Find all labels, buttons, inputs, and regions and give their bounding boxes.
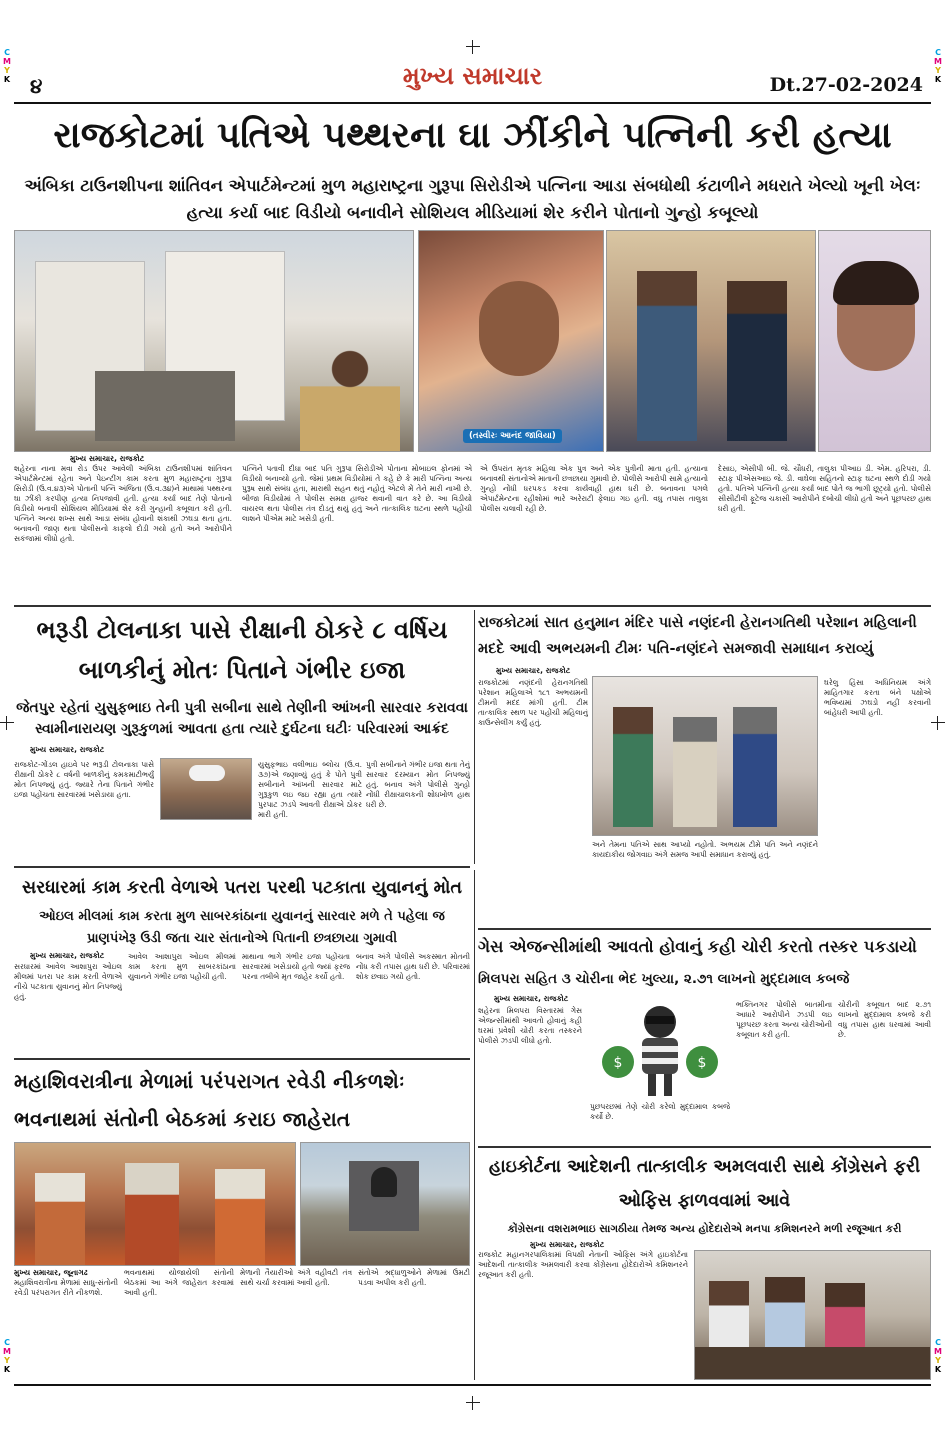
story2-injured-photo: [160, 758, 252, 820]
wife-portrait-hair: [833, 261, 919, 305]
story1-col1: શહેરના નાના મવા રોડ ઉપર આવેલી અંબિકા ટાઉનશીપમાં શાંતિવન એપાર્ટમેન્ટમાં રહેતા અને પેઇન્ટીંગ કામ કરતા મુળ મહારાષ્ટ્રના ગુરૂપા સિરોડી (ઉ.વ.૪૩)એ પોતાની પત્નિ અંજિતા (ઉ.વ.૩૪)ને માથામાં પથ્થરના ઘા ઝીંકી કરપીણ હત્યા નિપજાવી હતી. હત્યા કર્યા બાદ તેણે પોતાનો વિડીયો બનાવી સોશિયલ મીડિયામાં શેર કરી ગુન્હાની કબૂલાત કરી હતી. પત્નિને અન્ય શખ્સ સાથે આડા સંબંધ હોવાની શંકાથી ઝઘડા થતા હતા. બનાવની જાણ થતા પોલીસનો કાફલો દોડી ગયો હતો અને આરોપીને સકંજામાં લીધો હતો.: [14, 464, 232, 543]
registration-mark-right: [931, 716, 945, 730]
story4-byline: મુખ્ય સમાચાર, રાજકોટ: [30, 951, 105, 960]
story7-headline: હાઇકોર્ટના આદેશની તાત્કાલીક અમલવારી સાથે કોંગ્રેસને ફરી ઓફિસ ફાળવવામાં આવે: [488, 1157, 921, 1211]
story7-meeting-photo: [694, 1250, 931, 1380]
victim-face: [479, 281, 559, 376]
story1-wife-photo: [818, 230, 931, 452]
story6-headline: મહાશિવરાત્રીના મેળામાં પરંપરાગત રવેડી નીકળશેઃ ભવનાથમાં સંતોની બેઠકમાં કરાઇ જાહેરાત: [14, 1069, 405, 1131]
team-member-3: [733, 707, 777, 827]
story7-body: રાજકોટ મહાનગરપાલિકામાં વિપક્ષી નેતાની ઓફિસ અંગે હાઇકોર્ટના આદેશની તાત્કાલીક અમલવારી કરવા કોંગ્રેસના હોદેદારોએ કમિશનરને રજૂઆત કરી હતી.: [478, 1250, 688, 1279]
svg-text:$: $: [697, 1055, 707, 1071]
story6-col1: મહાશિવરાત્રીના મેળામાં સાધુ-સંતોની રવેડી પરંપરાગત રીતે નીકળશે.: [14, 1278, 118, 1297]
registration-mark-left: [0, 716, 14, 730]
sadhu-figure-3: [215, 1169, 265, 1266]
story3-abhayam-photo: [592, 676, 818, 836]
story1-arrest-photo: [606, 230, 816, 452]
story7-subhead: કોંગ્રેસના વશરામભાઇ સાગઠીયા તેમજ અન્ય હોદેદારોએ મનપા કમિશનરને મળી રજૂઆત કરી: [507, 1223, 902, 1235]
story1-col2: પત્નિને પતાવી દીધા બાદ પતિ ગુરૂપા સિરોડીએ પોતાના મોબાઇલ ફોનમાં એ વિડીયો બનાવ્યો હતો. જેમાં પ્રથમ વિડીયોમાં તે કહે છે કે મારી પત્નિના અન્ય પુરૂષ સાથે સંબંધ હતા, મારાથી સહન થતું નહોતું એટલે મેં તેને મારી નાખી છે. બીજા વિડીયોમાં તે પોલીસ સમક્ષ હાજર થવાની વાત કરે છે. આ વિડીયો વાયરલ થતા પોલીસ તંત્ર દોડતું થયું હતું અને તાત્કાલિક ઘટના સ્થળે પહોંચી લાશને પીએમ માટે ખસેડી હતી.: [242, 464, 472, 523]
team-member-1: [613, 707, 653, 827]
meeting-desk: [695, 1347, 931, 1380]
story1-col3: એ ઉપરાંત મૃતક મહિલા એક પુત્ર અને એક પુત્રીની માતા હતી. હત્યાના બનાવથી સંતાનોએ માતાની છત્રછાયા ગુમાવી છે. પોલીસે આરોપી સામે હત્યાનો ગુન્હો નોંધી ધરપકડ કરવા કાર્યવાહી હાથ ધરી છે. બનાવના પગલે એપાર્ટમેન્ટના રહીશોમાં ભારે અરેરાટી ફેલાઇ ગઇ હતી. વધુ તપાસ તાલુકા પોલીસ ચલાવી રહી છે.: [480, 464, 708, 513]
story4-subhead: ઓઇલ મીલમાં કામ કરતા મુળ સાબરકાંઠાના યુવાનનું સારવાર મળે તે પહેલા જ પ્રાણપંખેરૂ ઉડી જતા ચાર સંતાનોએ પિતાની છત્રછાયા ગુમાવી: [39, 909, 445, 946]
cmyk-marks-bottom-left: C M Y K: [3, 1338, 11, 1374]
story5-col1: શહેરના મિલપરા વિસ્તારમાં ગેસ એજન્સીમાંથી આવતો હોવાનું કહી ઘરમાં પ્રવેશી ચોરી કરતા તસ્કરને પોલીસે ઝડપી લીધો હતો.: [478, 1006, 582, 1045]
story3-headline: રાજકોટમાં સાત હનુમાન મંદિર પાસે નણંદની હેરાનગતિથી પરેશાન મહિલાની મદદે આવી અભયમની ટીમઃ પતિ-નણંદને સમજાવી સમાધાન કરાવ્યું: [478, 615, 917, 657]
column-divider-middle: [474, 610, 475, 864]
photo-credit-tag: (તસ્વીરઃ આનંદ જાવિયા): [463, 429, 562, 443]
story5-byline: મુખ્ય સમાચાર, રાજકોટ: [494, 994, 569, 1003]
story4-headline: સરધારમાં કામ કરતી વેળાએ પતરા પરથી પટકાતા યુવાનનું મોત: [22, 878, 462, 898]
story6-bhavnath-photo: [300, 1142, 470, 1266]
story1-subhead: અંબિકા ટાઉનશીપના શાંતિવન એપાર્ટમેન્ટમાં મુળ મહારાષ્ટ્રના ગુરૂપા સિરોડીએ પત્નિના આડા સંબધોથી કંટાળીને મધરાતે ખેલ્યો ખૂની ખેલઃ હત્યા કર્યા બાદ વિડીયો બનાવીને સોશિયલ મીડિયામાં શેર કરીને પોતાનો ગુન્હો કબૂલ્યો: [24, 176, 921, 222]
header-rule: [14, 102, 931, 104]
arrest-person-1: [637, 271, 697, 441]
story3-col3: ઘરેલુ હિંસા અધિનિયમ અંગે માહિતગાર કરતા બંને પક્ષોએ ભવિષ્યમાં ઝઘડો નહીં કરવાની બાંહેધરી આપી હતી.: [824, 678, 931, 717]
story1-byline: મુખ્ય સમાચાર, રાજકોટ: [70, 454, 145, 463]
story2-col1: રાજકોટ-ગોંડલ હાઇવે પર ભરૂડી ટોલનાકા પાસે રીક્ષાની ઠોકરે ૮ વર્ષની બાળકીનું કમકમાટીભર્યું મોત નિપજ્યું હતું. જ્યારે તેના પિતાને ગંભીર ઇજા પહોંચતા સારવારમાં ખસેડાયા હતા.: [14, 760, 154, 799]
shivling-statue: [371, 1167, 397, 1197]
police-officer-figure: [300, 341, 400, 452]
story4-col2: આવેલ આશાપુરા ઓઇલ મીલમાં કામ કરતા મુળ સાબરકાંઠાના યુવાનને ગંભીર ઇજા પહોંચી હતી.: [128, 952, 236, 981]
cmyk-marks-right: C M Y K: [934, 48, 942, 84]
section-masthead: મુખ્ય સમાચાર: [402, 62, 543, 90]
gate-wall: [95, 371, 235, 441]
cmyk-marks-left: C M Y K: [3, 48, 11, 84]
divider-story4: [14, 1058, 470, 1060]
story6-byline: મુખ્ય સમાચાર, જૂનાગઢ: [14, 1268, 88, 1277]
thief-icon: [590, 1000, 730, 1100]
story2-byline: મુખ્ય સમાચાર, રાજકોટ: [30, 745, 105, 754]
story5-caption: પુછપરછમાં તેણે ચોરી કરેલો મુદ્દામાલ કબજે કર્યો છે.: [590, 1102, 730, 1121]
arrest-person-2: [727, 281, 787, 441]
story7-byline: મુખ્ય સમાચાર, રાજકોટ: [530, 1240, 605, 1249]
story2-col3: પુત્રી સબીનાને ગંભીર ઇજા થતા તેનું સારવાર દરમ્યાન મોત નિપજ્યું હતું. બનાવ અંગે પોલીસે ગુન્હો નોંધી રીક્ષાચાલકની શોધખોળ હાથ ધરી છે.: [366, 760, 470, 809]
story1-col4: દેસાઇ, એસીપી બી. જે. ચૌધરી, તાલુકા પીઆઇ ડી. એમ. હરિપરા, ડી. સ્ટાફ પીએસઆઇ જે. ડી. વાઘેલા સહિતનો સ્ટાફ ઘટના સ્થળે દોડી ગયો હતો. પતિએ પત્નિની હત્યા કર્યા બાદ પોતે જ ભાગી છૂટ્યો હતો. પોલીસે સીસીટીવી ફૂટેજ ચકાસી આરોપીને દબોચી લીધો હતો અને પૂછપરછ હાથ ધરી હતી.: [718, 464, 931, 513]
story6-col3: મેળાની તૈયારીઓ અંગે વહીવટી તંત્ર સાથે ચર્ચા કરવામાં આવી હતી.: [240, 1268, 352, 1287]
story4-col4: બનાવ અંગે પોલીસે અકસ્માત મોતની નોંધ કરી તપાસ હાથ ધરી છે. પરિવારમાં શોક છવાઇ ગયો હતો.: [356, 952, 470, 981]
story3-col1: રાજકોટમાં નણંદની હેરાનગતિથી પરેશાન મહિલાએ ૧૮૧ અભયમની ટીમની મદદ માંગી હતી. ટીમ તાત્કાલિક સ્થળ પર પહોંચી મહિલાનું કાઉન્સેલીંગ કર્યું હતું.: [478, 678, 588, 727]
story5-col3: ચોરીની કબૂલાત બાદ ૨.૭૧ લાખનો મુદ્દામાલ કબજે કરી વધુ તપાસ હાથ ધરવામાં આવી છે.: [838, 1000, 931, 1039]
divider-story2: [14, 866, 470, 868]
injured-head-bandage: [189, 765, 225, 781]
team-member-2: [673, 717, 717, 827]
story5-col2: ભક્તિનગર પોલીસે બાતમીના આધારે આરોપીને ઝડપી લઇ પૂછપરછ કરતા અન્ય ચોરીઓની કબૂલાત કરી હતી.: [736, 1000, 832, 1039]
story5-subhead: મિલપરા સહિત ૩ ચોરીના ભેદ ખુલ્યા, ૨.૭૧ લાખનો મુદ્દામાલ કબજે: [478, 971, 850, 987]
footer-rule: [14, 1384, 931, 1386]
story2-col2: યુસુફભાઇ વલીભાઇ બ્લોચ (ઉ.વ. ૩૭)એ જણાવ્યું હતું કે પોતે પુત્રી સબીનાને આંખની સારવાર માટે ગુરૂકુળ લઇ જઇ રહ્યા હતા ત્યારે પુરપાટ ઝડપે આવતી રીક્ષાએ ઠોકર મારી હતી.: [258, 760, 362, 819]
divider-story1: [14, 605, 931, 607]
divider-story5: [478, 1146, 931, 1148]
story4-col3: માથાના ભાગે ગંભીર ઇજા પહોંચતા સારવારમાં ખસેડાયો હતો જ્યાં ફરજ પરના તબીબે મૃત જાહેર કર્યો હતો.: [242, 952, 350, 981]
story6-sadhus-photo: [14, 1142, 296, 1266]
sadhu-figure-1: [35, 1173, 85, 1266]
story6-col4: સંતોએ શ્રદ્ધાળુઓને મેળામાં ઉમટી પડવા અપીલ કરી હતી.: [358, 1268, 470, 1287]
story1-headline: રાજકોટમાં પતિએ પથ્થરના ઘા ઝીંકીને પત્નિની કરી હત્યા: [53, 115, 892, 156]
story3-byline: મુખ્ય સમાચાર, રાજકોટ: [496, 666, 571, 675]
divider-story3: [478, 928, 931, 930]
story3-col2: અને તેમના પતિએ સાથ આપ્યો નહોતો. અભયમ ટીમે પતિ અને નણંદને કાયદાકીય જોગવાઇ અંગે સમજ આપી સમાધાન કરાવ્યું હતું.: [592, 840, 818, 859]
column-divider-lower: [474, 870, 475, 1380]
sadhu-figure-2: [125, 1163, 179, 1266]
story4-col1: સરધારમાં આવેલ આશાપુરા ઓઇલ મીલમાં પતરા પર કામ કરતી વેળાએ નીચે પટકાતા યુવાનનું મોત નિપજ્યું હતું.: [14, 962, 122, 1001]
page-number: ૪: [30, 74, 43, 98]
story1-victim-photo: [418, 230, 604, 452]
registration-mark-top: [466, 40, 480, 54]
thief-illustration: [590, 1000, 730, 1100]
svg-text:$: $: [613, 1055, 623, 1071]
registration-mark-bottom: [466, 1396, 480, 1410]
cmyk-marks-bottom-right: C M Y K: [934, 1338, 942, 1374]
story5-headline: ગેસ એજન્સીમાંથી આવતો હોવાનું કહી ચોરી કરતો તસ્કર પકડાયો: [478, 937, 917, 956]
story2-subhead: જેતપુર રહેતાં યુસુફભાઇ તેની પુત્રી સબીના સાથે તેણીની આંખની સારવાર કરાવવા સ્વામીનારાયણ ગુરૂકુળમાં આવતા હતા ત્યારે દુર્ઘટના ઘટીઃ પરિવારમાં આક્રંદ: [16, 700, 468, 737]
story1-building-photo: [14, 230, 414, 452]
story6-col2: ભવનાથમાં યોજાયેલી સંતોની બેઠકમાં આ અંગે જાહેરાત કરવામાં આવી હતી.: [124, 1268, 234, 1297]
story2-headline: ભરૂડી ટોલનાકા પાસે રીક્ષાની ઠોકરે ૮ વર્ષિય બાળકીનું મોતઃ પિતાને ગંભીર ઇજા: [36, 616, 448, 684]
issue-date: Dt.27-02-2024: [769, 74, 923, 96]
